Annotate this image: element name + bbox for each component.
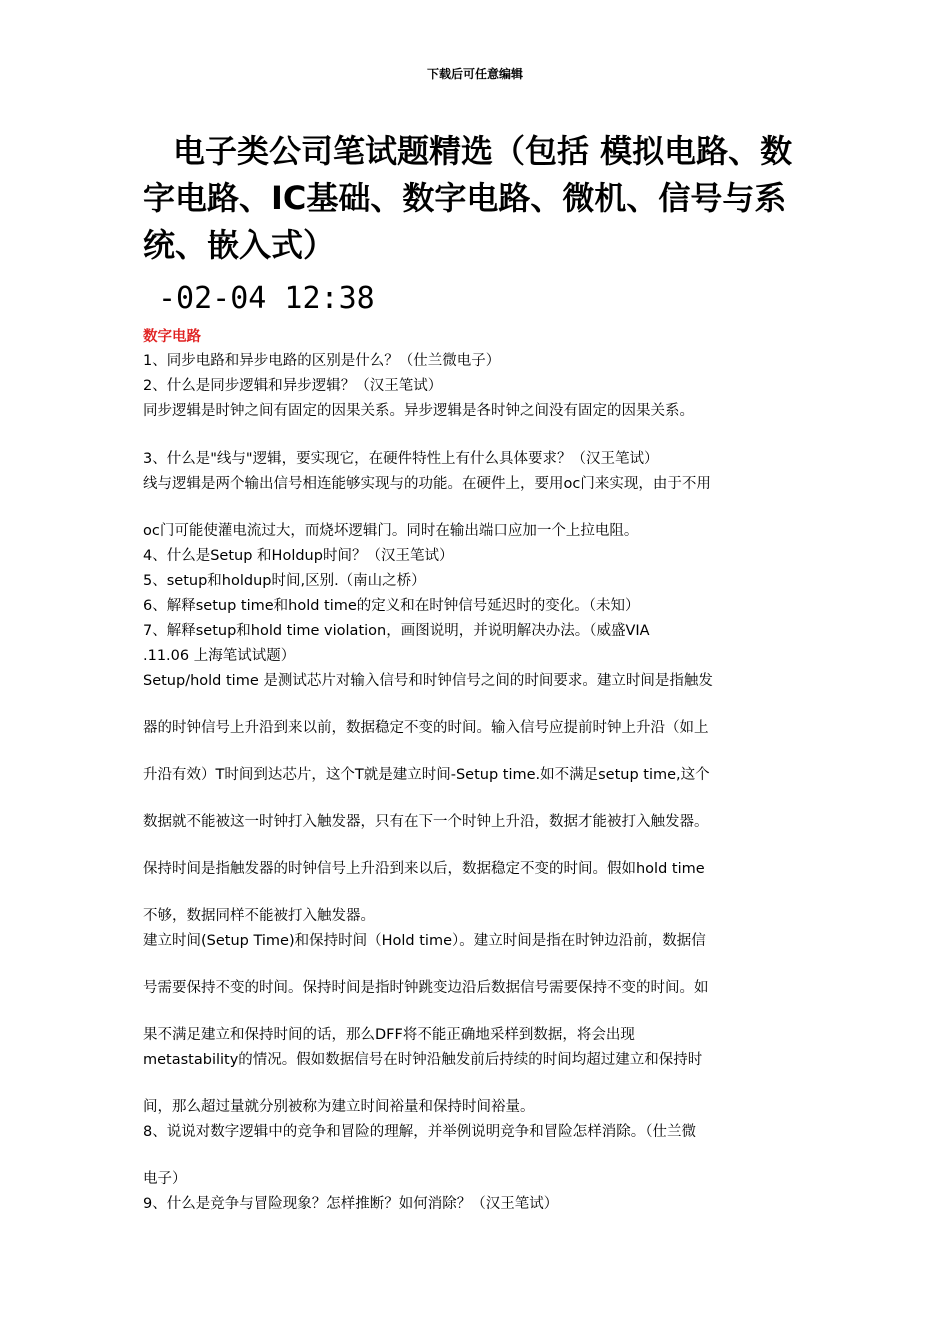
text-line: 7、解释setup和hold time violation，画图说明，并说明解决办法。（威盛VIA: [143, 623, 650, 639]
text-line: oc门可能使灌电流过大，而烧坏逻辑门。同时在输出端口应加一个上拉电阻。: [143, 523, 639, 539]
section-heading: 数字电路: [143, 329, 201, 345]
text-line: 器的时钟信号上升沿到来以前，数据稳定不变的时间。输入信号应提前时钟上升沿（如上: [143, 720, 709, 736]
text-line: 4、什么是Setup 和Holdup时间？（汉王笔试）: [143, 548, 454, 564]
text-line: 3、什么是"线与"逻辑，要实现它，在硬件特性上有什么具体要求？（汉王笔试）: [143, 451, 659, 467]
document-date: -02-04 12:38: [158, 281, 375, 316]
text-line: Setup/hold time 是测试芯片对输入信号和时钟信号之间的时间要求。建立时间是指触发: [143, 673, 713, 689]
text-line: 果不满足建立和保持时间的话，那么DFF将不能正确地采样到数据，将会出现: [143, 1027, 635, 1043]
text-line: 建立时间(Setup Time)和保持时间（Hold time）。建立时间是指在时钟边沿前，数据信: [143, 933, 706, 949]
document-title: 电子类公司笔试题精选（包括 模拟电路、数字电路、IC基础、数字电路、微机、信号与系统、嵌入式）: [143, 132, 793, 264]
text-line: 5、setup和holdup时间,区别.（南山之桥）: [143, 573, 426, 589]
text-line: 电子）: [143, 1171, 187, 1187]
text-line: 线与逻辑是两个输出信号相连能够实现与的功能。在硬件上，要用oc门来实现，由于不用: [143, 476, 711, 492]
text-line: metastability的情况。假如数据信号在时钟沿触发前后持续的时间均超过建立和保持时: [143, 1052, 703, 1068]
text-line: 保持时间是指触发器的时钟信号上升沿到来以后，数据稳定不变的时间。假如hold time: [143, 861, 705, 877]
text-line: 9、什么是竞争与冒险现象？怎样推断？如何消除？（汉王笔试）: [143, 1196, 559, 1212]
text-line: .11.06 上海笔试试题）: [143, 648, 296, 664]
text-line: 6、解释setup time和hold time的定义和在时钟信号延迟时的变化。（未知）: [143, 598, 640, 614]
page-header-note: 下载后可任意编辑: [426, 67, 523, 81]
text-line: 1、同步电路和异步电路的区别是什么？（仕兰微电子）: [143, 353, 501, 369]
text-line: 升沿有效）T时间到达芯片，这个T就是建立时间-Setup time.如不满足setup time,这个: [143, 767, 710, 783]
text-line: 8、说说对数字逻辑中的竞争和冒险的理解，并举例说明竞争和冒险怎样消除。（仕兰微: [143, 1124, 696, 1140]
text-line: 不够，数据同样不能被打入触发器。: [143, 908, 375, 924]
text-line: 同步逻辑是时钟之间有固定的因果关系。异步逻辑是各时钟之间没有固定的因果关系。: [143, 403, 694, 419]
text-line: 号需要保持不变的时间。保持时间是指时钟跳变边沿后数据信号需要保持不变的时间。如: [143, 980, 709, 996]
text-line: 间，那么超过量就分别被称为建立时间裕量和保持时间裕量。: [143, 1099, 535, 1115]
text-line: 2、什么是同步逻辑和异步逻辑？（汉王笔试）: [143, 378, 443, 394]
text-line: 数据就不能被这一时钟打入触发器，只有在下一个时钟上升沿，数据才能被打入触发器。: [143, 814, 709, 830]
